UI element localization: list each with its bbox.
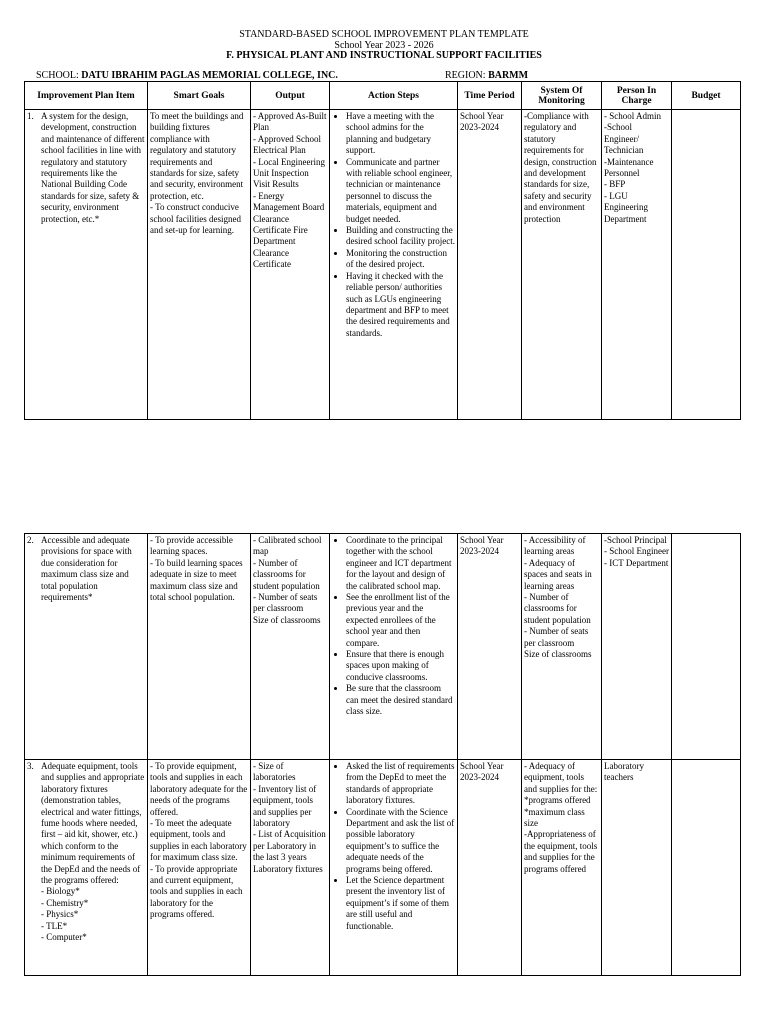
cell-item [25, 534, 148, 760]
list-item: • Building and constructing the desired school facility project. [346, 225, 455, 248]
row-number: 1. [27, 111, 34, 121]
cell-goals: - To provide accessible learning spaces. - To build learning spaces adequate in size to meet maximum class size and total school population. [148, 534, 251, 760]
list-item: • Be sure that the classroom can meet the desired standard class size. [346, 683, 455, 717]
cell-budget [672, 760, 741, 976]
cell-person: - School Admin -School Engineer/ Technician -Maintenance Personnel - BFP - LGU Engineering Department [602, 110, 672, 420]
plan-table-page-1 [24, 81, 741, 420]
school-line [36, 70, 338, 81]
template-title: STANDARD-BASED SCHOOL IMPROVEMENT PLAN TEMPLATE [239, 29, 529, 40]
cell-person: Laboratory teachers [602, 760, 672, 976]
cell-steps [330, 534, 458, 760]
cell-output: - Calibrated school map - Number of classrooms for student population - Number of seats per classroom Size of classrooms [251, 534, 330, 760]
section-title: F. PHYSICAL PLANT AND INSTRUCTIONAL SUPPORT FACILITIES [226, 50, 542, 61]
school-label: SCHOOL: [36, 70, 79, 81]
region-name: BARMM [488, 70, 529, 81]
col-smart-goals: Smart Goals [148, 82, 251, 110]
list-item: • Communicate and partner with reliable school engineer, technician or maintenance personnel to discuss the materials, equipment and budget needed. [346, 157, 455, 225]
col-improvement-plan-item: Improvement Plan Item [25, 82, 148, 110]
table-header-row [25, 82, 741, 110]
list-item: • Coordinate with the Science Department and ask the list of possible laboratory equipment’s to suffice the adequate needs of the programs being offered. [346, 807, 455, 875]
list-item: • Monitoring the construction of the desired project. [346, 248, 455, 271]
row-number: 3. [27, 761, 34, 771]
list-item: • Let the Science department present the inventory list of equipment’s if some of them are still useful and functionable. [346, 875, 455, 932]
list-item: • Asked the list of requirements from the DepEd to meet the standards of appropriate laboratory fixtures. [346, 761, 455, 807]
col-budget: Budget [672, 82, 741, 110]
table-row [25, 110, 741, 420]
col-action-steps: Action Steps [330, 82, 458, 110]
cell-item [25, 760, 148, 976]
list-item: • Having it checked with the reliable person/ authorities such as LGUs engineering department and BFP to meet the desired requirements and standards. [346, 271, 455, 339]
cell-time: School Year 2023-2024 [458, 534, 522, 760]
table-row [25, 760, 741, 976]
item-text: Accessible and adequate provisions for space with due consideration for maximum class size and total population requirements* [41, 535, 132, 603]
school-year: School Year 2023 - 2026 [334, 40, 434, 51]
col-person-in-charge: Person In Charge [602, 82, 672, 110]
cell-monitoring: - Accessibility of learning areas - Adequacy of spaces and seats in learning areas - Number of classrooms for student population - Number of seats per classroom Size of classrooms [522, 534, 602, 760]
cell-person: -School Principal - School Engineer - ICT Department [602, 534, 672, 760]
col-output: Output [251, 82, 330, 110]
region-line [445, 70, 528, 81]
cell-time: School Year 2023-2024 [458, 760, 522, 976]
school-name: DATU IBRAHIM PAGLAS MEMORIAL COLLEGE, INC. [81, 70, 338, 81]
item-text: A system for the design, development, construction and maintenance of different school facilities in line with regulatory and statutory requirements like the National Building Code standards for size, safety & security, environment protection, etc.* [41, 111, 145, 224]
cell-item [25, 110, 148, 420]
cell-output: - Approved As-Built Plan - Approved School Electrical Plan - Local Engineering Unit Inspection Visit Results - Energy Management Board Clearance Certificate Fire Department Clearance Certificate [251, 110, 330, 420]
cell-steps [330, 760, 458, 976]
cell-steps [330, 110, 458, 420]
plan-table-page-2 [24, 533, 741, 976]
cell-budget [672, 534, 741, 760]
col-system-of-monitoring: System Of Monitoring [522, 82, 602, 110]
cell-output: - Size of laboratories - Inventory list of equipment, tools and supplies per laboratory - List of Acquisition per Laboratory in the last 3 years Laboratory fixtures [251, 760, 330, 976]
cell-budget [672, 110, 741, 420]
cell-monitoring: -Compliance with regulatory and statutory requirements for design, construction and development standards for size, safety and security and environment protection [522, 110, 602, 420]
cell-goals: - To provide equipment, tools and supplies in each laboratory adequate for the needs of the programs offered. - To meet the adequate equipment, tools and supplies in each laboratory for maximum class size. - To provide appropriate and current equipment, tools and supplies in each laboratory for the programs offered. [148, 760, 251, 976]
cell-time: School Year 2023-2024 [458, 110, 522, 420]
item-text: Adequate equipment, tools and supplies and appropriate laboratory fixtures (demonstration tables, electrical and water fittings, fume hoods where needed, first – aid kit, shower, etc.) which conform to the minimum requirements of the DepEd and the needs of the programs offered: - Biology* - Chemistry* - Physics* - TLE* - Computer* [41, 761, 145, 943]
list-item: • Have a meeting with the school admins for the planning and budgetary support. [346, 111, 455, 157]
col-time-period: Time Period [458, 82, 522, 110]
cell-goals: To meet the buildings and building fixtures compliance with regulatory and statutory requirements and standards for size, safety and security, environment protection, etc. - To construct conducive school facilities designed and set-up for learning. [148, 110, 251, 420]
list-item: • Coordinate to the principal together with the school engineer and ICT department for the layout and design of the calibrated school map. [346, 535, 455, 592]
region-label: REGION: [445, 70, 486, 81]
list-item: • Ensure that there is enough spaces upon making of conducive classrooms. [346, 649, 455, 683]
row-number: 2. [27, 535, 34, 545]
cell-monitoring: - Adequacy of equipment, tools and supplies for the: *programs offered *maximum class size -Appropriateness of the equipment, tools and supplies for the programs offered [522, 760, 602, 976]
list-item: • See the enrollment list of the previous year and the expected enrollees of the school year and then compare. [346, 592, 455, 649]
table-row [25, 534, 741, 760]
